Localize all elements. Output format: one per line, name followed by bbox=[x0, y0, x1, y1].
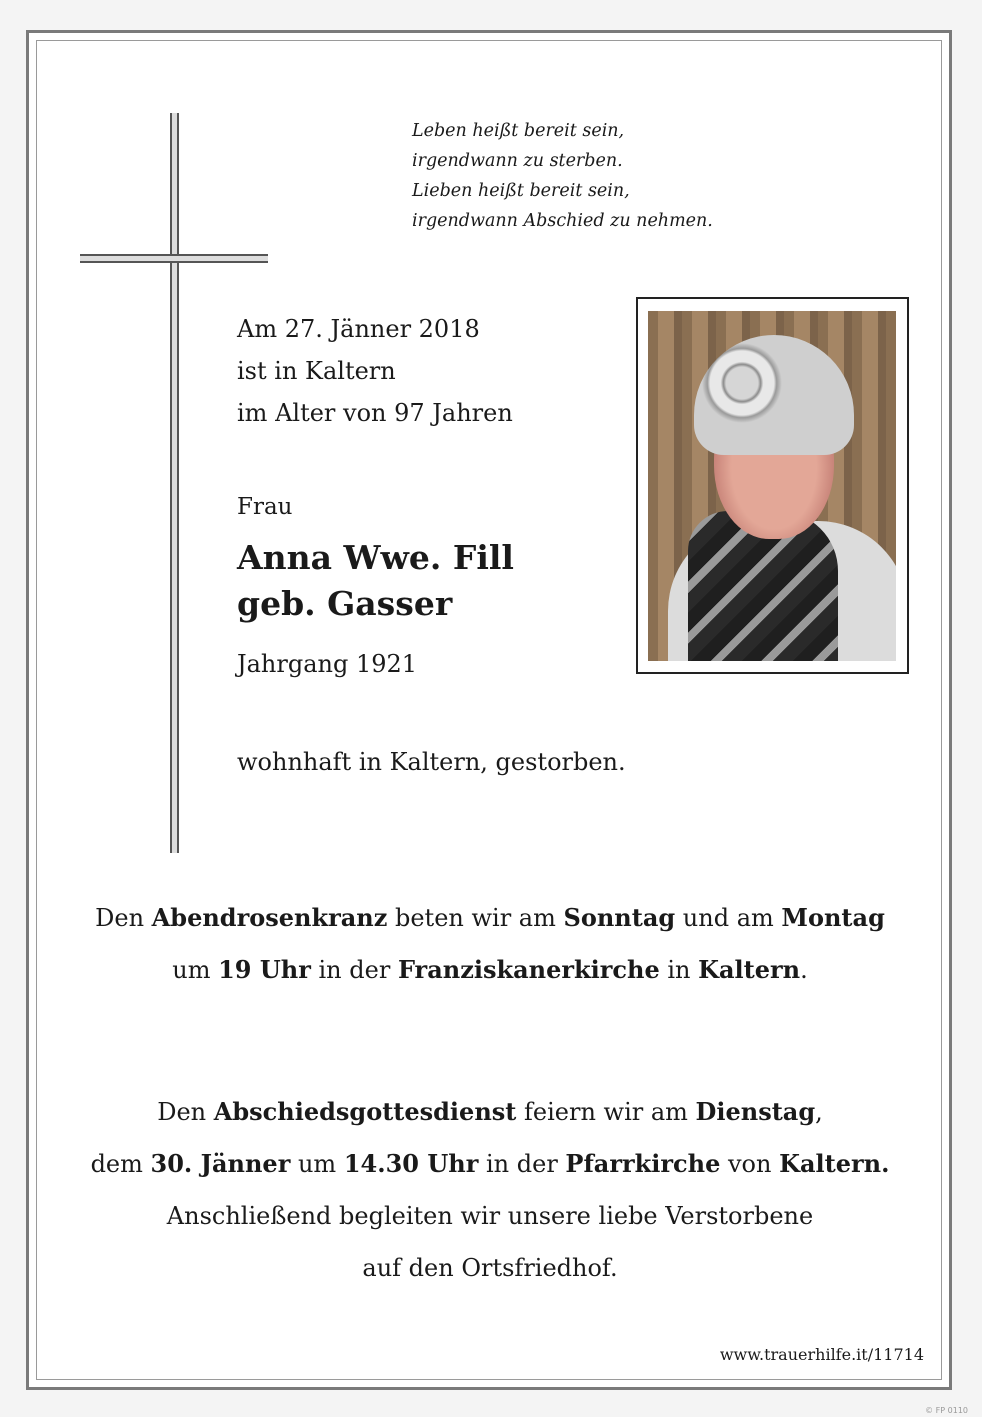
salutation: Frau bbox=[237, 494, 293, 520]
portrait-hair bbox=[694, 335, 854, 455]
name-line: Anna Wwe. Fill bbox=[237, 538, 514, 577]
cross-icon-vertical bbox=[170, 113, 179, 853]
portrait-photo bbox=[648, 311, 896, 661]
funeral-service-notice bbox=[40, 1086, 940, 1294]
service-line-3: Anschließend begleiten wir unsere liebe Verstorbene bbox=[166, 1202, 814, 1230]
poem-line: Leben heißt bereit sein, bbox=[412, 121, 625, 141]
rosary-line-1: Den Abendrosenkranz beten wir am Sonntag und am Montag bbox=[95, 903, 885, 932]
rosary-notice bbox=[40, 892, 940, 996]
service-line-1: Den Abschiedsgottesdienst feiern wir am Dienstag, bbox=[157, 1097, 823, 1126]
death-place: ist in Kaltern bbox=[237, 357, 396, 385]
rosary-line-2: um 19 Uhr in der Franziskanerkirche in Kaltern. bbox=[172, 955, 808, 984]
corner-code: © FP 0110 bbox=[925, 1406, 968, 1415]
birth-year: Jahrgang 1921 bbox=[237, 650, 418, 678]
website-link[interactable]: www.trauerhilfe.it/11714 bbox=[719, 1345, 924, 1364]
service-line-4: auf den Ortsfriedhof. bbox=[362, 1254, 618, 1282]
poem-line: irgendwann zu sterben. bbox=[412, 151, 623, 171]
deceased-name bbox=[237, 535, 514, 627]
service-line-2: dem 30. Jänner um 14.30 Uhr in der Pfarrkirche von Kaltern. bbox=[90, 1149, 890, 1178]
death-date: Am 27. Jänner 2018 bbox=[237, 315, 480, 343]
poem bbox=[412, 116, 812, 236]
residence: wohnhaft in Kaltern, gestorben. bbox=[237, 748, 626, 776]
age-at-death: im Alter von 97 Jahren bbox=[237, 399, 513, 427]
maiden-name: geb. Gasser bbox=[237, 584, 453, 623]
cross-icon-horizontal bbox=[80, 254, 268, 263]
poem-line: irgendwann Abschied zu nehmen. bbox=[412, 211, 713, 231]
poem-line: Lieben heißt bereit sein, bbox=[412, 181, 630, 201]
death-announcement bbox=[237, 308, 513, 434]
